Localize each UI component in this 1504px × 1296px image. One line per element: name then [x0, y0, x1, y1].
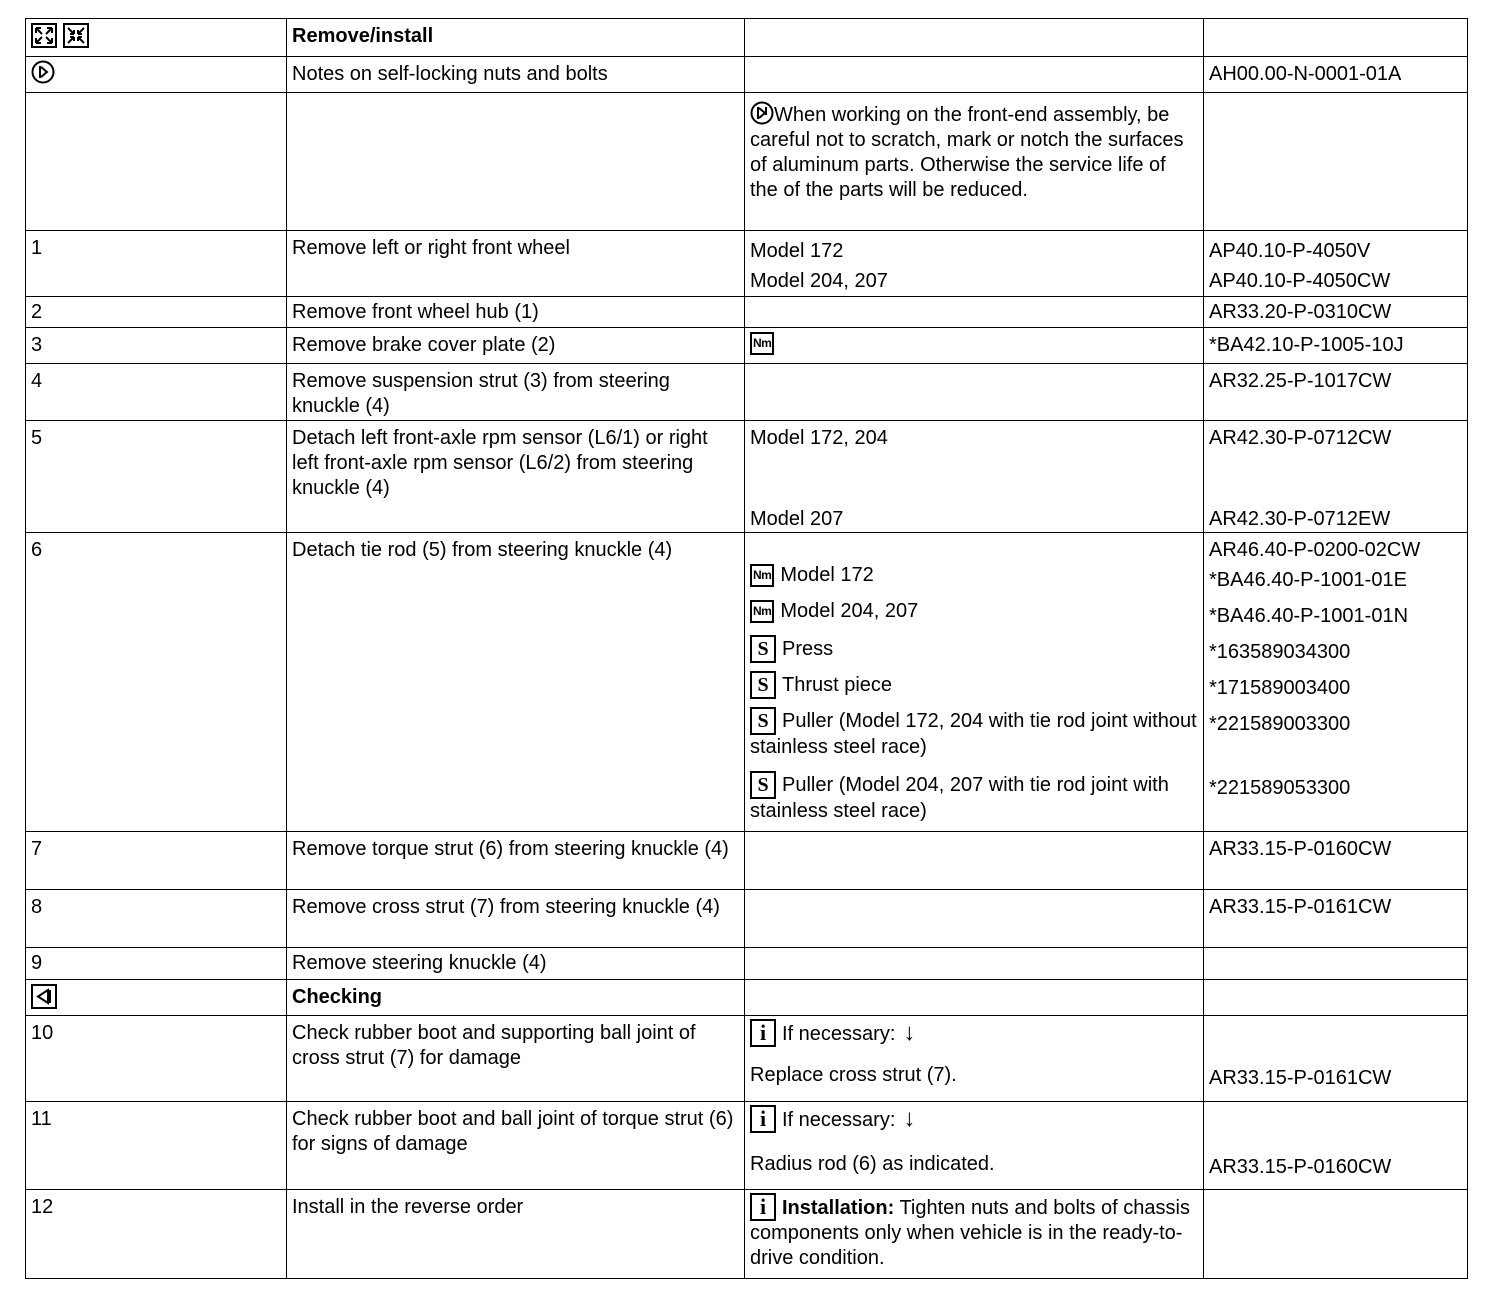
step-number: 7: [26, 832, 287, 890]
step-row: [26, 1190, 1468, 1279]
tool-label: Press: [782, 638, 834, 660]
torque-nm-icon: Nm: [750, 332, 774, 355]
step-text: Detach left front-axle rpm sensor (L6/1) or right left front-axle rpm sensor (L6/2) from steering knuckle (4): [287, 421, 745, 533]
tool-label: Puller (Model 204, 207 with tie rod joint with stainless steel race): [750, 774, 1169, 822]
torque-nm-icon: Nm: [750, 600, 774, 623]
step-number: 12: [26, 1190, 287, 1279]
install-icon: [63, 23, 89, 48]
model-172: Model 172: [750, 240, 844, 262]
step-row: [26, 1102, 1468, 1190]
notes-row: [26, 57, 1468, 93]
checking-title: Checking: [287, 980, 745, 1016]
tool-item: [750, 635, 1198, 671]
step-number: 3: [26, 328, 287, 364]
tool-label: Model 172: [780, 564, 874, 586]
installation-label: Installation:: [782, 1197, 895, 1219]
info-icon: i: [750, 1105, 776, 1133]
step-ref: [1204, 948, 1468, 980]
arrow-down-icon: ↓: [903, 1019, 916, 1046]
torque-nm-icon: Nm: [750, 564, 774, 587]
special-tool-icon: S: [750, 635, 776, 663]
ref-link[interactable]: *BA46.40-P-1001-01E: [1209, 569, 1407, 591]
step-text: Remove torque strut (6) from steering knuckle (4): [287, 832, 745, 890]
ref-link[interactable]: AP40.10-P-4050CW: [1209, 270, 1391, 292]
step-ref: [1204, 231, 1468, 297]
caution-circle-icon: [750, 101, 774, 125]
header-title: Remove/install: [287, 19, 745, 57]
step-number: 9: [26, 948, 287, 980]
step-ref: [1204, 421, 1468, 533]
ref-link[interactable]: *171589003400: [1209, 677, 1351, 699]
model-204-207: Model 204, 207: [750, 270, 888, 292]
model-172-204: Model 172, 204: [750, 427, 888, 449]
step-text: Remove steering knuckle (4): [287, 948, 745, 980]
step-text: Check rubber boot and ball joint of torque strut (6) for signs of damage: [287, 1102, 745, 1190]
step-number: 11: [26, 1102, 287, 1190]
caution-cell: [745, 93, 1204, 231]
step-number: 10: [26, 1016, 287, 1102]
step-number: 2: [26, 297, 287, 328]
notes-icon-cell: [26, 57, 287, 93]
tool-item: [750, 563, 1198, 599]
step-condition: [745, 1102, 1204, 1190]
step-row: [26, 948, 1468, 980]
step-condition: [745, 231, 1204, 297]
step-text: Install in the reverse order: [287, 1190, 745, 1279]
checking-row: [26, 980, 1468, 1016]
step-condition: [745, 1016, 1204, 1102]
caution-empty-2: [287, 93, 745, 231]
ref-link[interactable]: *163589034300: [1209, 641, 1351, 663]
step-ref: [1204, 1016, 1468, 1102]
step-text: Remove front wheel hub (1): [287, 297, 745, 328]
step-row: [26, 297, 1468, 328]
step-condition: [745, 328, 1204, 364]
tool-label: Model 204, 207: [780, 600, 919, 622]
step-row: [26, 364, 1468, 421]
step-number: 5: [26, 421, 287, 533]
caution-text: When working on the front-end assembly, be careful not to scratch, mark or notch the surfaces of aluminum parts. Otherwise the service life of the of the parts will be reduced.: [750, 104, 1184, 201]
caution-empty-3: [1204, 93, 1468, 231]
ref-link[interactable]: AP40.10-P-4050V: [1209, 240, 1371, 262]
step-ref: [1204, 1102, 1468, 1190]
header-icons-cell: [26, 19, 287, 57]
arrow-down-icon: ↓: [903, 1105, 916, 1132]
remove-icon: [31, 23, 57, 48]
step-text: Remove suspension strut (3) from steering knuckle (4): [287, 364, 745, 421]
tool-label: Puller (Model 172, 204 with tie rod joint without stainless steel race): [750, 710, 1197, 758]
action-text: Radius rod (6) as indicated.: [750, 1153, 995, 1175]
step-condition: [745, 948, 1204, 980]
tool-item: [750, 599, 1198, 635]
step-row: [26, 421, 1468, 533]
step-text: Remove brake cover plate (2): [287, 328, 745, 364]
tool-item: [750, 707, 1198, 771]
step-text: Remove left or right front wheel: [287, 231, 745, 297]
notes-ref: AH00.00-N-0001-01A: [1204, 57, 1468, 93]
tool-label: Thrust piece: [782, 674, 893, 696]
procedure-table: [25, 18, 1468, 1279]
note-text: If necessary:: [782, 1109, 896, 1131]
tool-item: [750, 671, 1198, 707]
notes-empty: [745, 57, 1204, 93]
step-text: Remove cross strut (7) from steering knuckle (4): [287, 890, 745, 948]
step-condition: [745, 533, 1204, 832]
step-ref: [1204, 533, 1468, 832]
checking-icon: [31, 984, 57, 1009]
special-tool-icon: S: [750, 671, 776, 699]
info-icon: i: [750, 1019, 776, 1047]
ref-link[interactable]: AR33.15-P-0161CW: [1204, 890, 1468, 948]
step-row: [26, 890, 1468, 948]
step-condition: [745, 421, 1204, 533]
ref-link[interactable]: *BA46.40-P-1001-01N: [1209, 605, 1409, 627]
note-circle-icon: [31, 60, 55, 84]
step-ref: [1204, 1190, 1468, 1279]
ref-link[interactable]: *221589053300: [1209, 777, 1351, 799]
step-row: [26, 231, 1468, 297]
step-condition: [745, 890, 1204, 948]
step-condition: [745, 364, 1204, 421]
step-number: 1: [26, 231, 287, 297]
step-condition: [745, 1190, 1204, 1279]
header-empty-2: [1204, 19, 1468, 57]
step-number: 4: [26, 364, 287, 421]
ref-link[interactable]: AR42.30-P-0712EW: [1209, 508, 1391, 530]
header-row: [26, 19, 1468, 57]
tool-item: [750, 771, 1198, 824]
ref-link[interactable]: AR42.30-P-0712CW: [1209, 427, 1392, 449]
step-text: Detach tie rod (5) from steering knuckle (4): [287, 533, 745, 832]
step-condition: [745, 832, 1204, 890]
checking-empty-2: [1204, 980, 1468, 1016]
caution-empty-1: [26, 93, 287, 231]
step-row: [26, 1016, 1468, 1102]
ref-link[interactable]: AR33.15-P-0160CW: [1204, 832, 1468, 890]
step-number: 6: [26, 533, 287, 832]
info-icon: i: [750, 1193, 776, 1221]
caution-row: [26, 93, 1468, 231]
note-text: If necessary:: [782, 1023, 896, 1045]
step-condition: [745, 297, 1204, 328]
checking-icon-cell: [26, 980, 287, 1016]
info-note: [750, 1105, 1198, 1152]
ref-link[interactable]: AR46.40-P-0200-02CW: [1209, 539, 1421, 561]
ref-link[interactable]: *221589003300: [1209, 713, 1351, 735]
info-note: [750, 1019, 1198, 1063]
step-text: Check rubber boot and supporting ball joint of cross strut (7) for damage: [287, 1016, 745, 1102]
installation-note: Tighten nuts and bolts of chassis components only when vehicle is in the ready-to-drive condition.: [750, 1197, 1190, 1269]
step-number: 8: [26, 890, 287, 948]
step-row: [26, 832, 1468, 890]
step-row: [26, 533, 1468, 832]
step-row: [26, 328, 1468, 364]
ref-link[interactable]: AR33.20-P-0310CW: [1204, 297, 1468, 328]
checking-empty: [745, 980, 1204, 1016]
action-text: Replace cross strut (7).: [750, 1064, 957, 1086]
ref-link[interactable]: AR33.15-P-0160CW: [1209, 1156, 1392, 1178]
special-tool-icon: S: [750, 771, 776, 799]
model-207: Model 207: [750, 508, 844, 530]
special-tool-icon: S: [750, 707, 776, 735]
header-empty: [745, 19, 1204, 57]
notes-text: Notes on self-locking nuts and bolts: [287, 57, 745, 93]
ref-link[interactable]: AR32.25-P-1017CW: [1204, 364, 1468, 421]
ref-link[interactable]: AR33.15-P-0161CW: [1209, 1067, 1392, 1089]
ref-link[interactable]: *BA42.10-P-1005-10J: [1204, 328, 1468, 364]
